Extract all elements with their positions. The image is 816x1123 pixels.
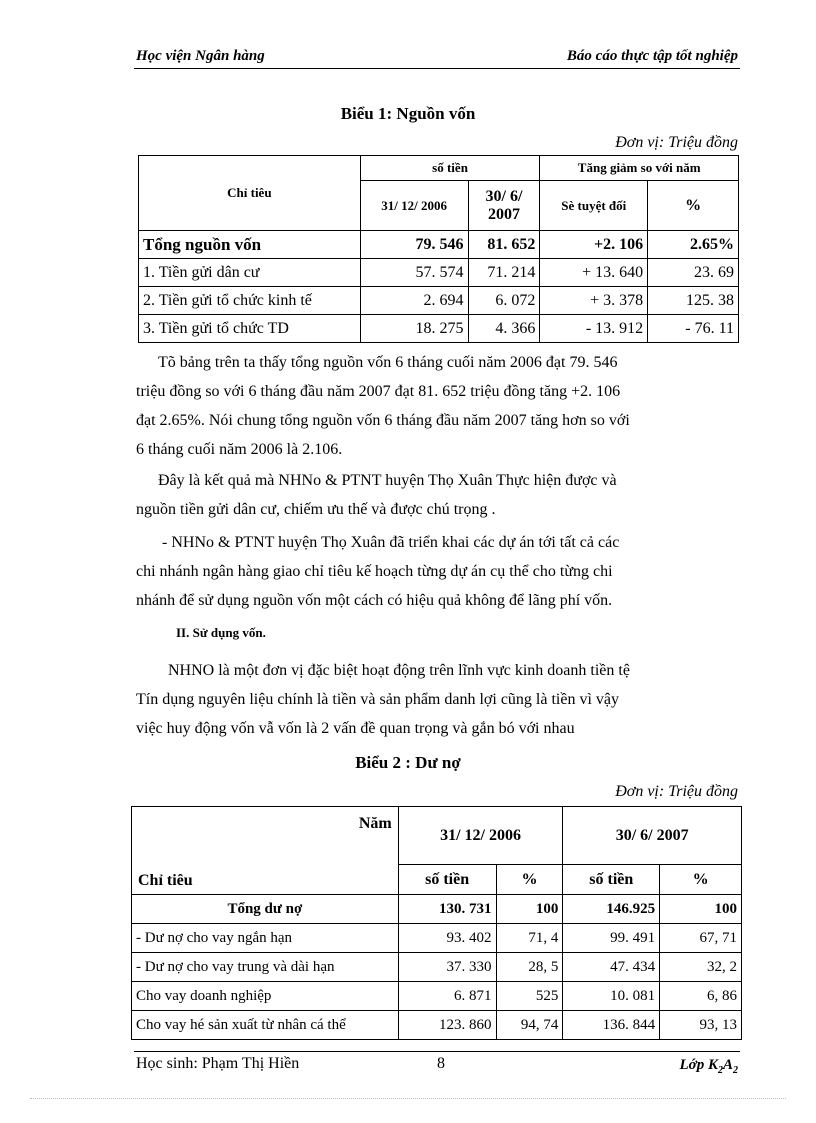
table-row	[139, 315, 739, 343]
row-pct: - 76. 11	[648, 315, 739, 343]
row-amount1: 130. 731	[398, 895, 496, 924]
page-edge-dots	[30, 1098, 786, 1099]
row-pct2: 67, 71	[660, 924, 742, 953]
row-amount2: 47. 434	[563, 953, 660, 982]
paragraph-line: đạt 2.65%. Nói chung tổng nguồn vốn 6 tháng đầu năm 2007 tăng hơn so với	[136, 412, 630, 429]
table2-corner-header	[132, 807, 399, 895]
row-value2: 71. 214	[468, 259, 540, 287]
row-label: 1. Tiền gửi dân cư	[139, 259, 361, 287]
row-value1: 18. 275	[360, 315, 468, 343]
table-row	[132, 1011, 742, 1040]
row-label: 2. Tiền gửi tổ chức kinh tế	[139, 287, 361, 315]
row-amount2: 10. 081	[563, 982, 660, 1011]
row-label: Cho vay hé sản xuất từ nhân cá thể	[132, 1011, 399, 1040]
pct-header: %	[496, 865, 563, 895]
class-sub1: 2	[717, 1065, 723, 1076]
paragraph-4	[136, 656, 740, 743]
page-number: 8	[437, 1055, 445, 1072]
row-amount1: 6. 871	[398, 982, 496, 1011]
table1-unit: Đơn vị: Triệu đồng	[615, 134, 738, 151]
header-institution: Học viện Ngân hàng	[136, 48, 265, 64]
loans-table	[131, 806, 742, 1040]
table-row	[132, 924, 742, 953]
col-indicator-header: Chỉ tiêu	[139, 156, 361, 231]
row-pct1: 100	[496, 895, 563, 924]
paragraph-line: việc huy động vốn vẫ vốn là 2 vấn đề quan trọng và gắn bó với nhau	[136, 720, 575, 737]
section-heading: II. Sử dụng vốn.	[176, 625, 266, 640]
col-change-header: Tăng giảm so với năm	[540, 156, 739, 181]
row-amount1: 93. 402	[398, 924, 496, 953]
row-pct2: 100	[660, 895, 742, 924]
row-label: - Dư nợ cho vay ngắn hạn	[132, 924, 399, 953]
row-pct: 2.65%	[648, 231, 739, 259]
footer-class	[680, 1057, 738, 1076]
table2-unit: Đơn vị: Triệu đồng	[615, 783, 738, 800]
amount-header: số tiền	[563, 865, 660, 895]
paragraph-line: NHNO là một đơn vị đặc biệt hoạt động trên lĩnh vực kinh doanh tiền tệ	[168, 662, 630, 679]
row-pct: 23. 69	[648, 259, 739, 287]
table-row	[139, 287, 739, 315]
row-label: Cho vay doanh nghiệp	[132, 982, 399, 1011]
table1-title: Biểu 1: Nguồn vốn	[340, 104, 476, 123]
paragraph-line: Đây là kết quả mà NHNo & PTNT huyện Thọ Xuân Thực hiện được và	[158, 472, 617, 489]
paragraph-line: triệu đồng so với 6 tháng đầu năm 2007 đạt 81. 652 triệu đồng tăng +2. 106	[136, 383, 621, 400]
table-row	[132, 953, 742, 982]
paragraph-line: 6 tháng cuối năm 2006 là 2.106.	[136, 441, 343, 458]
row-value2: 6. 072	[468, 287, 540, 315]
row-amount1: 37. 330	[398, 953, 496, 982]
row-pct1: 94, 74	[496, 1011, 563, 1040]
table-row	[139, 231, 739, 259]
row-amount2: 99. 491	[563, 924, 660, 953]
amount-header: số tiền	[398, 865, 496, 895]
table-row	[132, 982, 742, 1011]
table-row	[139, 259, 739, 287]
row-pct2: 6, 86	[660, 982, 742, 1011]
row-value2: 4. 366	[468, 315, 540, 343]
row-pct1: 71, 4	[496, 924, 563, 953]
date2-header: 30/ 6/ 2007	[563, 807, 742, 865]
row-abs: + 3. 378	[540, 287, 648, 315]
row-amount2: 136. 844	[563, 1011, 660, 1040]
paragraph-1	[136, 348, 740, 464]
row-value1: 2. 694	[360, 287, 468, 315]
col-pct-header: %	[648, 181, 739, 231]
footer-divider	[134, 1051, 740, 1052]
footer-student: Học sinh: Phạm Thị Hiền	[136, 1055, 300, 1072]
table-row	[132, 895, 742, 924]
row-abs: +2. 106	[540, 231, 648, 259]
row-label: 3. Tiền gửi tổ chức TD	[139, 315, 361, 343]
paragraph-line: Tín dụng nguyên liệu chính là tiền và sản phẩm danh lợi cũng là tiền vì vậy	[136, 691, 620, 708]
row-pct1: 28, 5	[496, 953, 563, 982]
paragraph-2	[136, 466, 740, 524]
row-label: Tổng dư nợ	[132, 895, 399, 924]
row-pct2: 32, 2	[660, 953, 742, 982]
row-pct2: 93, 13	[660, 1011, 742, 1040]
row-pct: 125. 38	[648, 287, 739, 315]
paragraph-line: nguồn tiền gửi dân cư, chiếm ưu thế và được chú trọng .	[136, 501, 496, 518]
col-abs-header: Sè tuyệt đối	[540, 181, 648, 231]
paragraph-line: chi nhánh ngân hàng giao chỉ tiêu kế hoạch từng dự án cụ thể cho từng chi	[136, 563, 613, 580]
row-abs: + 13. 640	[540, 259, 648, 287]
row-amount1: 123. 860	[398, 1011, 496, 1040]
row-abs: - 13. 912	[540, 315, 648, 343]
col-date1-header: 31/ 12/ 2006	[360, 181, 468, 231]
col-amount-header: số tiền	[360, 156, 540, 181]
row-amount2: 146.925	[563, 895, 660, 924]
col-date2-header: 30/ 6/ 2007	[468, 181, 540, 231]
table2-title: Biểu 2 : Dư nợ	[355, 753, 461, 772]
class-sub2: 2	[733, 1065, 738, 1076]
funding-table	[138, 155, 739, 343]
row-value1: 57. 574	[360, 259, 468, 287]
pct-header: %	[660, 865, 742, 895]
row-value2: 81. 652	[468, 231, 540, 259]
header-divider	[134, 68, 740, 69]
class-mid: A	[722, 1057, 733, 1073]
paragraph-line: Tõ bảng trên ta thấy tổng nguồn vốn 6 tháng cuối năm 2006 đạt 79. 546	[158, 354, 618, 371]
paragraph-line: - NHNo & PTNT huyện Thọ Xuân đã triển khai các dự án tới tất cả các	[162, 534, 620, 551]
row-label: Tổng nguồn vốn	[139, 231, 361, 259]
indicator-label: Chỉ tiêu	[138, 872, 193, 889]
row-value1: 79. 546	[360, 231, 468, 259]
class-prefix: Lớp K	[679, 1057, 718, 1073]
date1-header: 31/ 12/ 2006	[398, 807, 563, 865]
row-pct1: 525	[496, 982, 563, 1011]
year-label: Năm	[358, 815, 392, 832]
paragraph-line: nhánh để sử dụng nguồn vốn một cách có hiệu quả không để lãng phí vốn.	[136, 592, 613, 609]
paragraph-3	[136, 528, 740, 615]
row-label: - Dư nợ cho vay trung và dài hạn	[132, 953, 399, 982]
header-report-title: Báo cáo thực tập tốt nghiệp	[566, 48, 738, 64]
